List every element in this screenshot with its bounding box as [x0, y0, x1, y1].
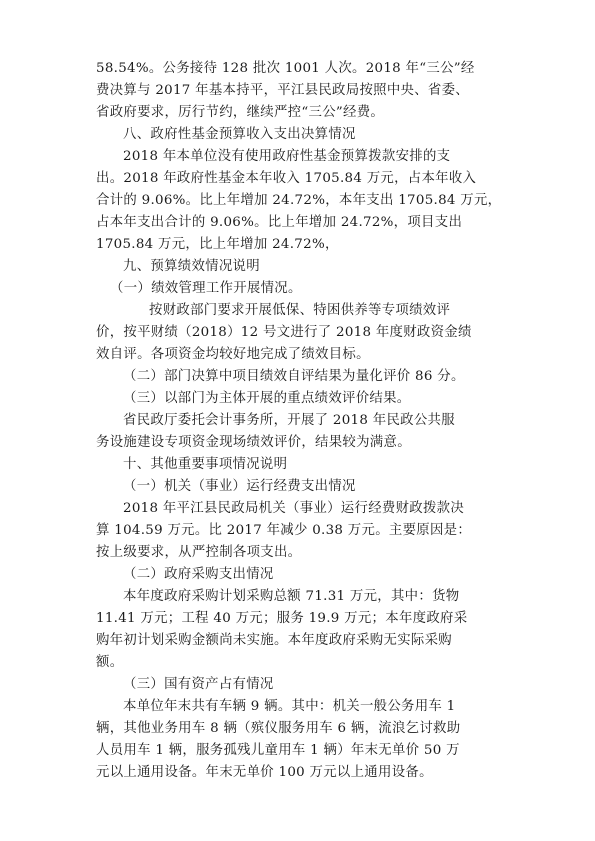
text-line: 价，按平财绩（2018）12 号文进行了 2018 年度财政资金绩	[96, 325, 472, 340]
text-line: 58.54%。公务接待 128 批次 1001 人次。2018 年“三公”经	[96, 61, 475, 76]
text-line: 1705.84 万元，比上年增加 24.72%，	[96, 237, 339, 252]
text-line: 省政府要求，厉行节约，继续严控“三公”经费。	[96, 105, 385, 120]
subsection-heading: （二）政府采购支出情况	[123, 567, 274, 582]
text-line: 本单位年末共有车辆 9 辆。其中：机关一般公务用车 1	[123, 699, 456, 714]
text-line: 出。2018 年政府性基金本年收入 1705.84 万元，占本年收入	[96, 171, 477, 186]
subsection-heading: （一）机关（事业）运行经费支出情况	[123, 479, 356, 494]
text-line: 元以上通用设备。年末无单价 100 万元以上通用设备。	[96, 765, 433, 780]
subsection-heading: （三）国有资产占有情况	[123, 677, 274, 692]
text-line: 人员用车 1 辆，服务孤残儿童用车 1 辆）年末无单价 50 万	[96, 743, 460, 758]
text-line: 辆，其他业务用车 8 辆（殡仪服务用车 6 辆，流浪乞讨救助	[96, 721, 461, 736]
text-line: 省民政厅委托会计事务所，开展了 2018 年民政公共服	[123, 413, 455, 428]
subsection-heading: （三）以部门为主体开展的重点绩效评价结果。	[123, 391, 411, 406]
text-line: 占本年支出合计的 9.06%。比上年增加 24.72%，项目支出	[96, 215, 463, 230]
section-heading-8: 八、政府性基金预算收入支出决算情况	[123, 127, 356, 142]
text-line: 本年度政府采购计划采购总额 71.31 万元，其中：货物	[123, 589, 460, 604]
text-line: 11.41 万元；工程 40 万元；服务 19.9 万元；本年度政府采	[96, 611, 468, 626]
text-line: 务设施建设专项资金现场绩效评价，结果较为满意。	[96, 435, 411, 450]
section-heading-9: 九、预算绩效情况说明	[123, 259, 260, 274]
subsection-heading: （二）部门决算中项目绩效自评结果为量化评价 86 分。	[123, 369, 465, 384]
text-line: 2018 年本单位没有使用政府性基金预算拨款安排的支	[123, 149, 451, 164]
text-line: 按财政部门要求开展低保、特困供养等专项绩效评	[149, 303, 451, 318]
text-line: 算 104.59 万元。比 2017 年减少 0.38 万元。主要原因是：	[96, 523, 472, 538]
text-line: 购年初计划采购金额尚未实施。本年度政府采购无实际采购	[96, 633, 452, 648]
text-line: 按上级要求，从严控制各项支出。	[96, 545, 302, 560]
section-heading-10: 十、其他重要事项情况说明	[123, 457, 288, 472]
subsection-heading: （一）绩效管理工作开展情况。	[110, 281, 302, 296]
text-line: 效自评。各项资金均较好地完成了绩效目标。	[96, 347, 370, 362]
text-line: 费决算与 2017 年基本持平，平江县民政局按照中央、省委、	[96, 83, 469, 98]
text-line: 2018 年平江县民政局机关（事业）运行经费财政拨款决	[123, 501, 465, 516]
text-line: 额。	[96, 655, 124, 670]
text-line: 合计的 9.06%。比上年增加 24.72%，本年支出 1705.84 万元，	[96, 193, 502, 208]
